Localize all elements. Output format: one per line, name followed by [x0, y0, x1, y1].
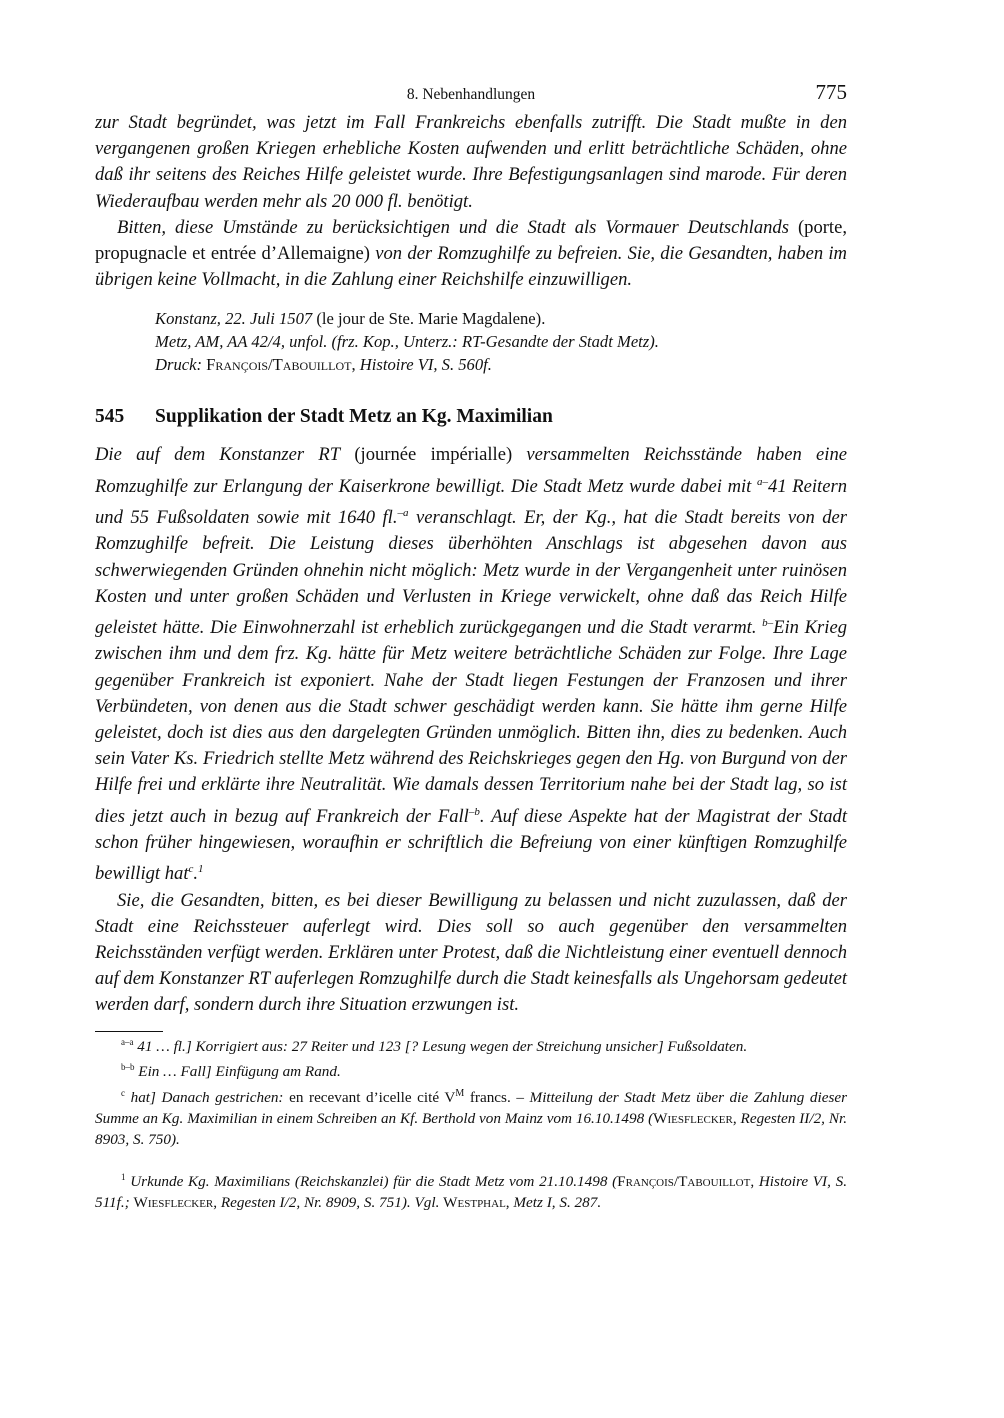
continuation-paragraph-1: zur Stadt begründet, was jetzt im Fall Frankreichs ebenfalls zutrifft. Die Stadt mußte in den vergangenen großen Kriegen erhebliche Kosten aufwenden und erlitt beträchtliche Schäden, ohne daß ihr seitens des Reiches Hilfe geleistet wurde. Ihre Befestigungsanlagen sind marode. Für deren Wiederaufbau werden mehr als 20 000 fl. benötigt. [95, 112, 847, 212]
page-number: 775 [815, 80, 847, 104]
source-date-line: Konstanz, 22. Juli 1507 (le jour de Ste. Marie Magdalene). [155, 309, 546, 329]
document-heading [95, 406, 847, 428]
source-print-line: Druck: François/Tabouillot, Histoire VI, S. 560f. [155, 355, 492, 375]
note-marker-a-close: –a [397, 507, 409, 520]
document-title: Supplikation der Stadt Metz an Kg. Maximilian [155, 406, 553, 428]
commentary-note-1: $^1$ Urkunde Kg. Maximilians (Reichskanzlei) für die Stadt Metz vom 21.10.1498 (François/Tabouillot, Histoire VI, S. 511f.; Wiesflecker, Regesten I/2, Nr. 8909, S. 751). Vgl. Westphal, Metz I, S. 287. [95, 1171, 847, 1212]
note-marker-a-open: a– [757, 475, 769, 488]
note-marker-1: 1 [198, 863, 204, 876]
source-archive-line: Metz, AM, AA 42/4, unfol. (frz. Kop., Unterz.: RT-Gesandte der Stadt Metz). [155, 332, 659, 352]
note-marker-c: c [188, 863, 194, 876]
document-page [95, 78, 847, 1214]
source-block [155, 307, 847, 376]
running-header [95, 78, 847, 110]
note-marker-b-close: –b [468, 805, 480, 818]
footnote-separator-space [95, 1151, 847, 1167]
textual-note-b: $^{b-b}$ Ein … Fall] Einfügung am Rand. [121, 1062, 341, 1081]
textual-note-a: $^{a-a}$ 41 … fl.] Korrigiert aus: 27 Reiter und 123 [? Lesung wegen der Streichung unsicher] Fußsoldaten. [121, 1036, 748, 1055]
document-paragraph-1: Die auf dem Konstanzer RT (journée impérialle) versammelten Reichsstände haben eine Romzughilfe zur Erlangung der Kaiserkrone bewilligt. Die Stadt Metz wurde dabei mit $^{a-}$41 Reitern und 55 Fußsoldaten sowie mit 1640 fl.$^{-a}$ veranschlagt. Er, der Kg., hat die Stadt bereits von der Romzughilfe befreit. Die Leistung dieses überhöhten Anschlags ist abgesehen davon aus schwerwiegenden Gründen ohnehin nicht möglich: Metz wurde in der Vergangenheit unter ruinösen Kosten und unter großen Schäden und Verlusten in Kriege verwickelt, ohne daß das Reich Hilfe geleistet hätte. Die Einwohnerzahl ist erheblich zurückgegangen und die Stadt verarmt. $^{b-}$Ein Krieg zwischen ihm und dem frz. Kg. hätte für Metz weitere beträchtliche Schäden zur Folge. Ihre Lage gegenüber Frankreich ist exponiert. Nahe der Stadt liegen Festungen der Franzosen und ihrer Verbündeten, von denen aus die Stadt schwer geschädigt werden kann. Sie hätte ihm gerne Hilfe geleistet, doch ist dies aus den dargelegten Gründen unmöglich. Bitten ihn, dies zu bedenken. Auch sein Vater Ks. Friedrich stellte Metz während des Reichskrieges gegen den Hg. von Burgund von der Hilfe frei und erklärte ihre Neutralität. Wie damals dessen Territorium nahe bei der Stadt lag, so ist dies jetzt auch in bezug auf Frankreich der Fall$^{-b}$. Auf diese Aspekte hat der Magistrat der Stadt schon früher hingewiesen, woraufhin er schriftlich die Befreiung von einer künftigen Romzughilfe bewilligt hat$^c$.$^1$ [95, 444, 848, 885]
document-paragraph-2: Sie, die Gesandten, bitten, es bei dieser Bewilligung zu belassen und nicht zuzulassen, daß der Stadt eine Reichssteuer auferlegt wird. Dies soll so auch gegenüber den versammelten Reichsständen verfügt werden. Erklären unter Protest, daß die Nichtleistung einer eventuell dennoch auf dem Konstanzer RT auferlegen Romzughilfe durch die Stadt keinesfalls als Ungehorsam gedeutet werden darf, sondern durch ihre Situation erzwungen ist. [95, 889, 847, 1016]
textual-note-c: $^c$ hat] Danach gestrichen: en recevant d’icelle cité $V^M$ francs. – Mitteilung der Stadt Metz über die Zahlung dieser Summe an Kg. Maximilian in einem Schreiben an Kf. Berthold von Mainz vom 16.10.1498 (Wiesflecker, Regesten II/2, Nr. 8903, S. 750). [95, 1087, 848, 1149]
document-number: 545 [95, 406, 125, 428]
continuation-paragraph-2: Bitten, diese Umstände zu berücksichtigen und die Stadt als Vormauer Deutschlands (porte, propugnacle et entrée d’Allemaigne) von der Romzughilfe zu befreien. Sie, die Gesandten, haben im übrigen keine Vollmacht, in die Zahlung einer Reichshilfe einzuwilligen. [95, 216, 847, 291]
note-marker-b-open: b– [762, 617, 774, 630]
running-title: 8. Nebenhandlungen [406, 86, 536, 103]
